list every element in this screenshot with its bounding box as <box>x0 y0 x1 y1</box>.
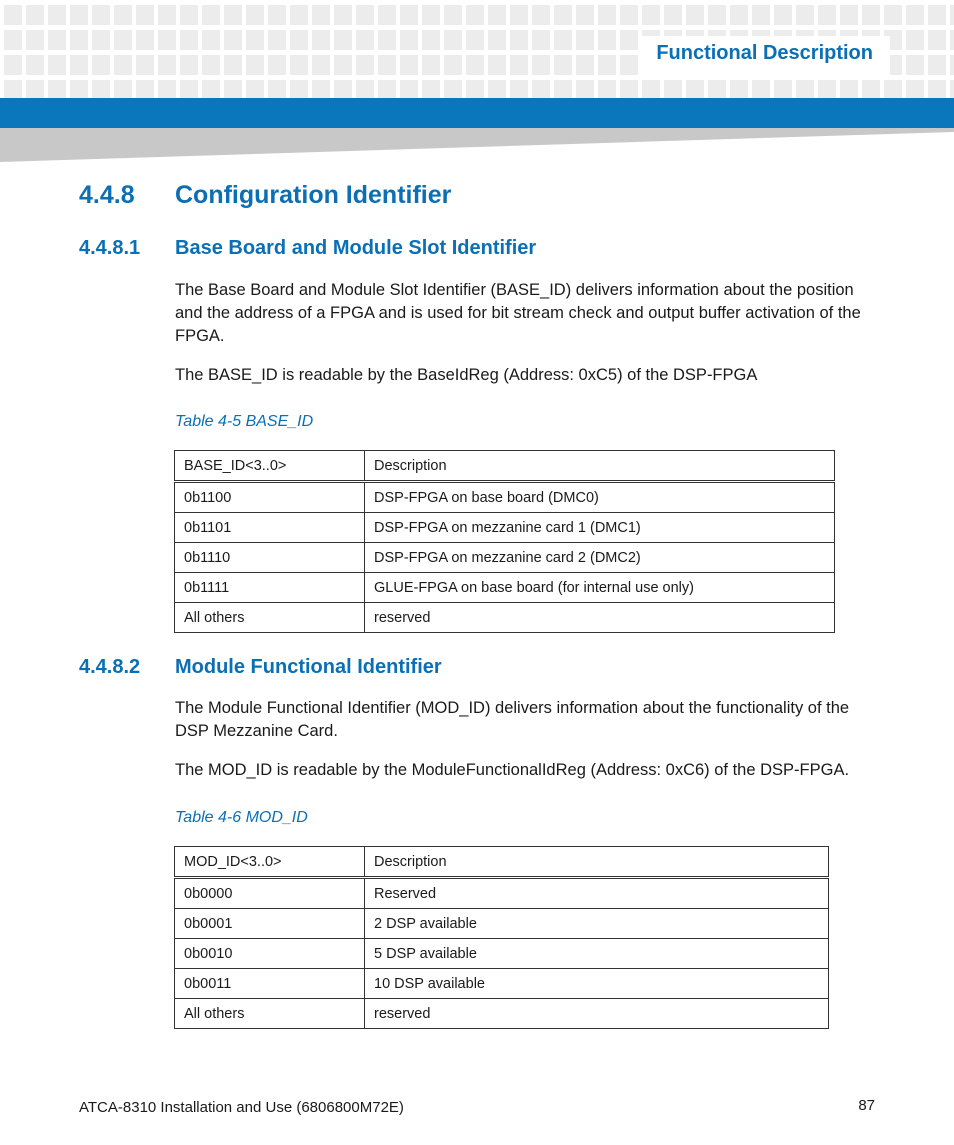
footer-page-number: 87 <box>858 1097 875 1114</box>
subsection-title: Module Functional Identifier <box>175 656 442 678</box>
section-number: 4.4.8 <box>79 181 135 209</box>
table-row <box>175 939 829 969</box>
table-row <box>175 513 835 543</box>
subsection-number: 4.4.8.2 <box>79 656 141 678</box>
table-row <box>175 543 835 573</box>
table-row <box>175 909 829 939</box>
header-blue-bar <box>0 98 954 128</box>
subsection-title: Base Board and Module Slot Identifier <box>175 237 537 259</box>
table-cell: 0b0010 <box>175 939 365 969</box>
table-header-cell: Description <box>365 451 835 482</box>
footer-document-title: ATCA-8310 Installation and Use (6806800M72E) <box>79 1099 404 1116</box>
paragraph: The Module Functional Identifier (MOD_ID) delivers information about the functionality of the DSP Mezzanine Card. <box>175 699 850 740</box>
table-header-cell: Description <box>365 847 829 878</box>
header-gray-wedge <box>0 128 954 164</box>
table-cell: 0b0011 <box>175 969 365 999</box>
table-header-cell: MOD_ID<3..0> <box>175 847 365 878</box>
subsection-heading-2 <box>79 656 442 679</box>
subsection-number: 4.4.8.1 <box>79 237 141 259</box>
running-header-title: Functional Description <box>656 42 873 64</box>
table-row <box>175 878 829 909</box>
table-row <box>175 999 829 1029</box>
table-cell: All others <box>175 999 365 1029</box>
table-cell: reserved <box>365 999 829 1029</box>
gray-wedge-shape <box>0 128 954 162</box>
table-cell: 5 DSP available <box>365 939 829 969</box>
table-cell: reserved <box>365 603 835 633</box>
paragraph: The Base Board and Module Slot Identifier (BASE_ID) delivers information about the position and the address of a FPGA and is used for bit stream check and output buffer activation of the FPGA. <box>175 281 861 345</box>
table-header-row <box>175 451 835 482</box>
table-cell: DSP-FPGA on mezzanine card 2 (DMC2) <box>365 543 835 573</box>
table-cell: 0b1111 <box>175 573 365 603</box>
paragraph: The MOD_ID is readable by the ModuleFunctionalIdReg (Address: 0xC6) of the DSP-FPGA. <box>175 761 850 779</box>
table-cell: 0b1101 <box>175 513 365 543</box>
table-header-row <box>175 847 829 878</box>
section-title: Configuration Identifier <box>175 181 452 209</box>
table-row <box>175 573 835 603</box>
table-cell: 0b1110 <box>175 543 365 573</box>
table-cell: 0b0000 <box>175 878 365 909</box>
table-cell: 10 DSP available <box>365 969 829 999</box>
base-id-table <box>174 450 835 633</box>
table-header-cell: BASE_ID<3..0> <box>175 451 365 482</box>
table-row <box>175 969 829 999</box>
table-caption: Table 4-5 BASE_ID <box>175 413 314 430</box>
subsection-heading-1 <box>79 237 536 260</box>
table-row <box>175 482 835 513</box>
section-heading <box>79 181 451 210</box>
table-cell: 0b1100 <box>175 482 365 513</box>
paragraph: The BASE_ID is readable by the BaseIdReg (Address: 0xC5) of the DSP-FPGA <box>175 366 758 384</box>
table-cell: GLUE-FPGA on base board (for internal use only) <box>365 573 835 603</box>
table-caption: Table 4-6 MOD_ID <box>175 809 308 826</box>
table-cell: Reserved <box>365 878 829 909</box>
mod-id-table <box>174 846 829 1029</box>
table-cell: 0b0001 <box>175 909 365 939</box>
table-row <box>175 603 835 633</box>
table-cell: DSP-FPGA on base board (DMC0) <box>365 482 835 513</box>
table-cell: DSP-FPGA on mezzanine card 1 (DMC1) <box>365 513 835 543</box>
table-cell: All others <box>175 603 365 633</box>
table-cell: 2 DSP available <box>365 909 829 939</box>
